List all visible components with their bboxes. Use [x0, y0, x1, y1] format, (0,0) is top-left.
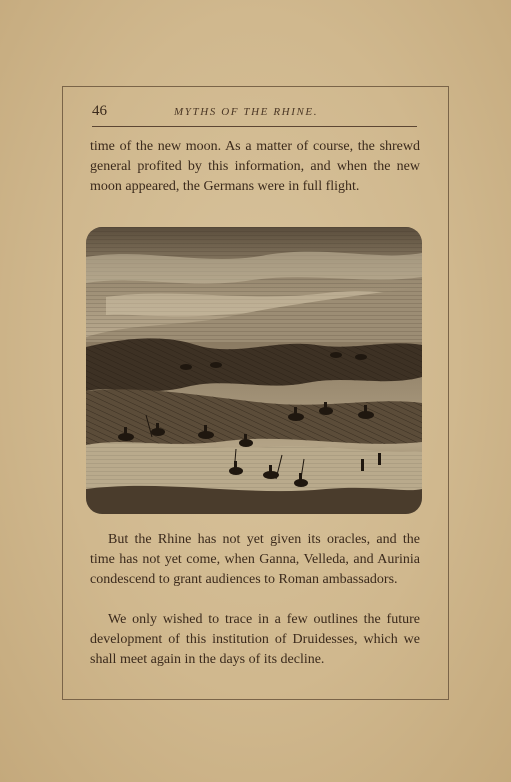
page-number: 46: [92, 103, 107, 119]
paragraph-3: We only wished to trace in a few outlines the future development of this institution of Druidesses, which we shall meet again in the days of its decline.: [90, 612, 420, 667]
running-head: [92, 103, 418, 125]
header-rule: [92, 126, 417, 127]
engraving-battle-landscape-icon: [86, 227, 422, 514]
running-title: MYTHS OF THE RHINE.: [174, 106, 319, 118]
paragraph-2: But the Rhine has not yet given its oracles, and the time has not yet come, when Ganna, Velleda, and Aurinia condescend to grant audiences to Roman ambassadors.: [90, 532, 420, 587]
engraving-illustration: [86, 227, 422, 514]
paragraph-1: time of the new moon. As a matter of course, the shrewd general profited by this information, and when the new moon appeared, the Germans were in full flight.: [90, 139, 420, 194]
